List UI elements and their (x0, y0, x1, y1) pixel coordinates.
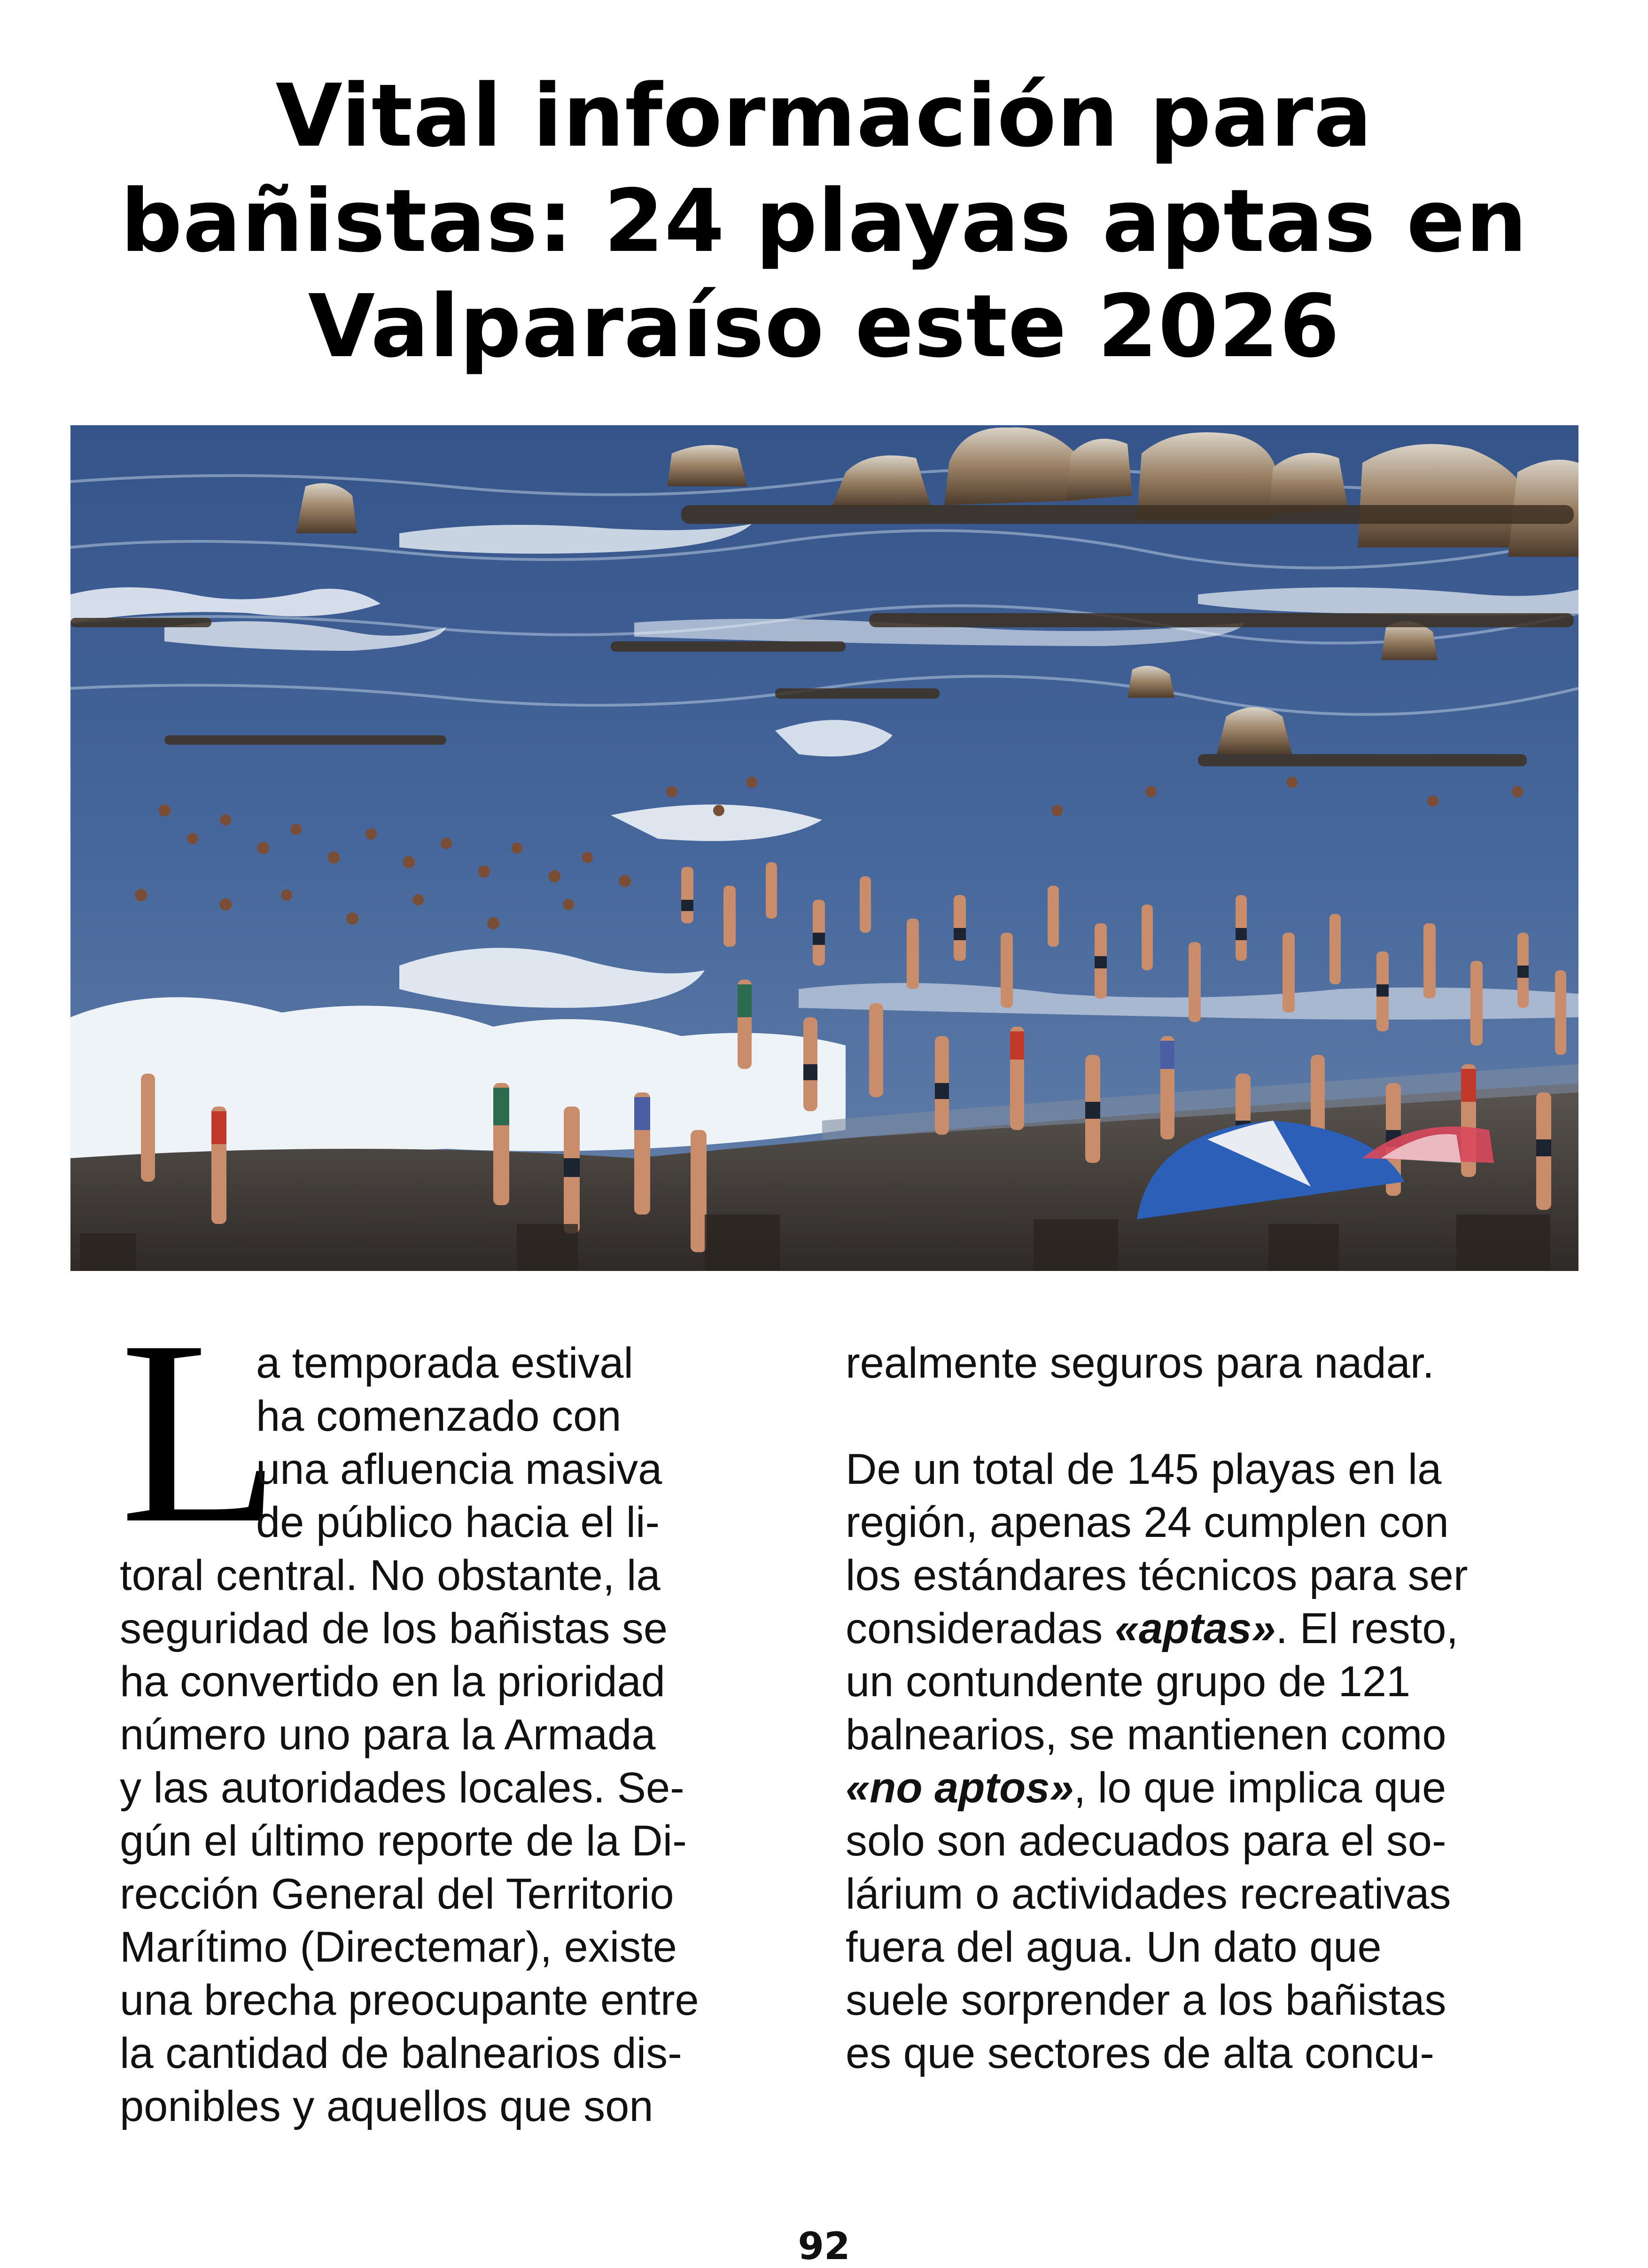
text-line: toral central. No obstante, la (120, 1551, 661, 1599)
text-line (846, 1602, 1536, 1655)
text-line: lárium o actividades recreativas (846, 1870, 1451, 1918)
text-line: fuera del agua. Un dato que (846, 1923, 1382, 1971)
article-column-left (120, 1337, 759, 2133)
text-run: . El resto, (1275, 1605, 1459, 1652)
text-line: número uno para la Armada (120, 1711, 656, 1759)
headline-line-2: bañistas: 24 playas aptas en (120, 171, 1528, 272)
text-line: Marítimo (Directemar), existe (120, 1923, 677, 1971)
article-headline (70, 63, 1578, 379)
beach-crowd-photo (70, 425, 1578, 1271)
text-line: a temporada estival (256, 1339, 633, 1387)
text-line: balnearios, se mantienen como (846, 1711, 1446, 1759)
text-run: consideradas (846, 1605, 1115, 1652)
page-number: 92 (798, 2224, 850, 2268)
emphasis-aptas: «aptas» (1114, 1605, 1276, 1652)
text-line: ponibles y aquellos que son (120, 2082, 653, 2130)
text-line: ha convertido en la prioridad (120, 1658, 665, 1706)
article-column-right (846, 1337, 1536, 2080)
text-line: rección General del Territorio (120, 1870, 674, 1918)
text-line: la cantidad de balnearios dis- (120, 2029, 682, 2077)
text-line: gún el último reporte de la Di- (120, 1817, 687, 1865)
text-line: una afluencia masiva (256, 1445, 662, 1493)
text-line: de público hacia el li- (256, 1498, 660, 1546)
text-line: solo son adecuados para el so- (846, 1817, 1446, 1865)
paragraph-gap (846, 1390, 1536, 1443)
headline-line-1: Vital información para (275, 66, 1373, 166)
text-line: es que sectores de alta concu- (846, 2029, 1434, 2077)
text-run: , lo que implica que (1073, 1764, 1446, 1812)
text-line: una brecha preocupante entre (120, 1976, 699, 2024)
text-line: suele sorprender a los bañistas (846, 1976, 1446, 2024)
headline-line-3: Valparaíso este 2026 (308, 276, 1340, 377)
text-line: seguridad de los bañistas se (120, 1605, 668, 1652)
text-line: realmente seguros para nadar. (846, 1339, 1435, 1387)
text-line: región, apenas 24 cumplen con (846, 1498, 1449, 1546)
text-line: los estándares técnicos para ser (846, 1551, 1468, 1599)
text-line: y las autoridades locales. Se- (120, 1764, 684, 1812)
emphasis-no-aptos: «no aptos» (846, 1764, 1074, 1812)
text-line: un contundente grupo de 121 (846, 1658, 1411, 1706)
text-line: ha comenzado con (256, 1392, 622, 1440)
text-line: De un total de 145 playas en la (846, 1445, 1442, 1493)
drop-cap: L (120, 1286, 281, 1578)
text-line (846, 1761, 1536, 1815)
